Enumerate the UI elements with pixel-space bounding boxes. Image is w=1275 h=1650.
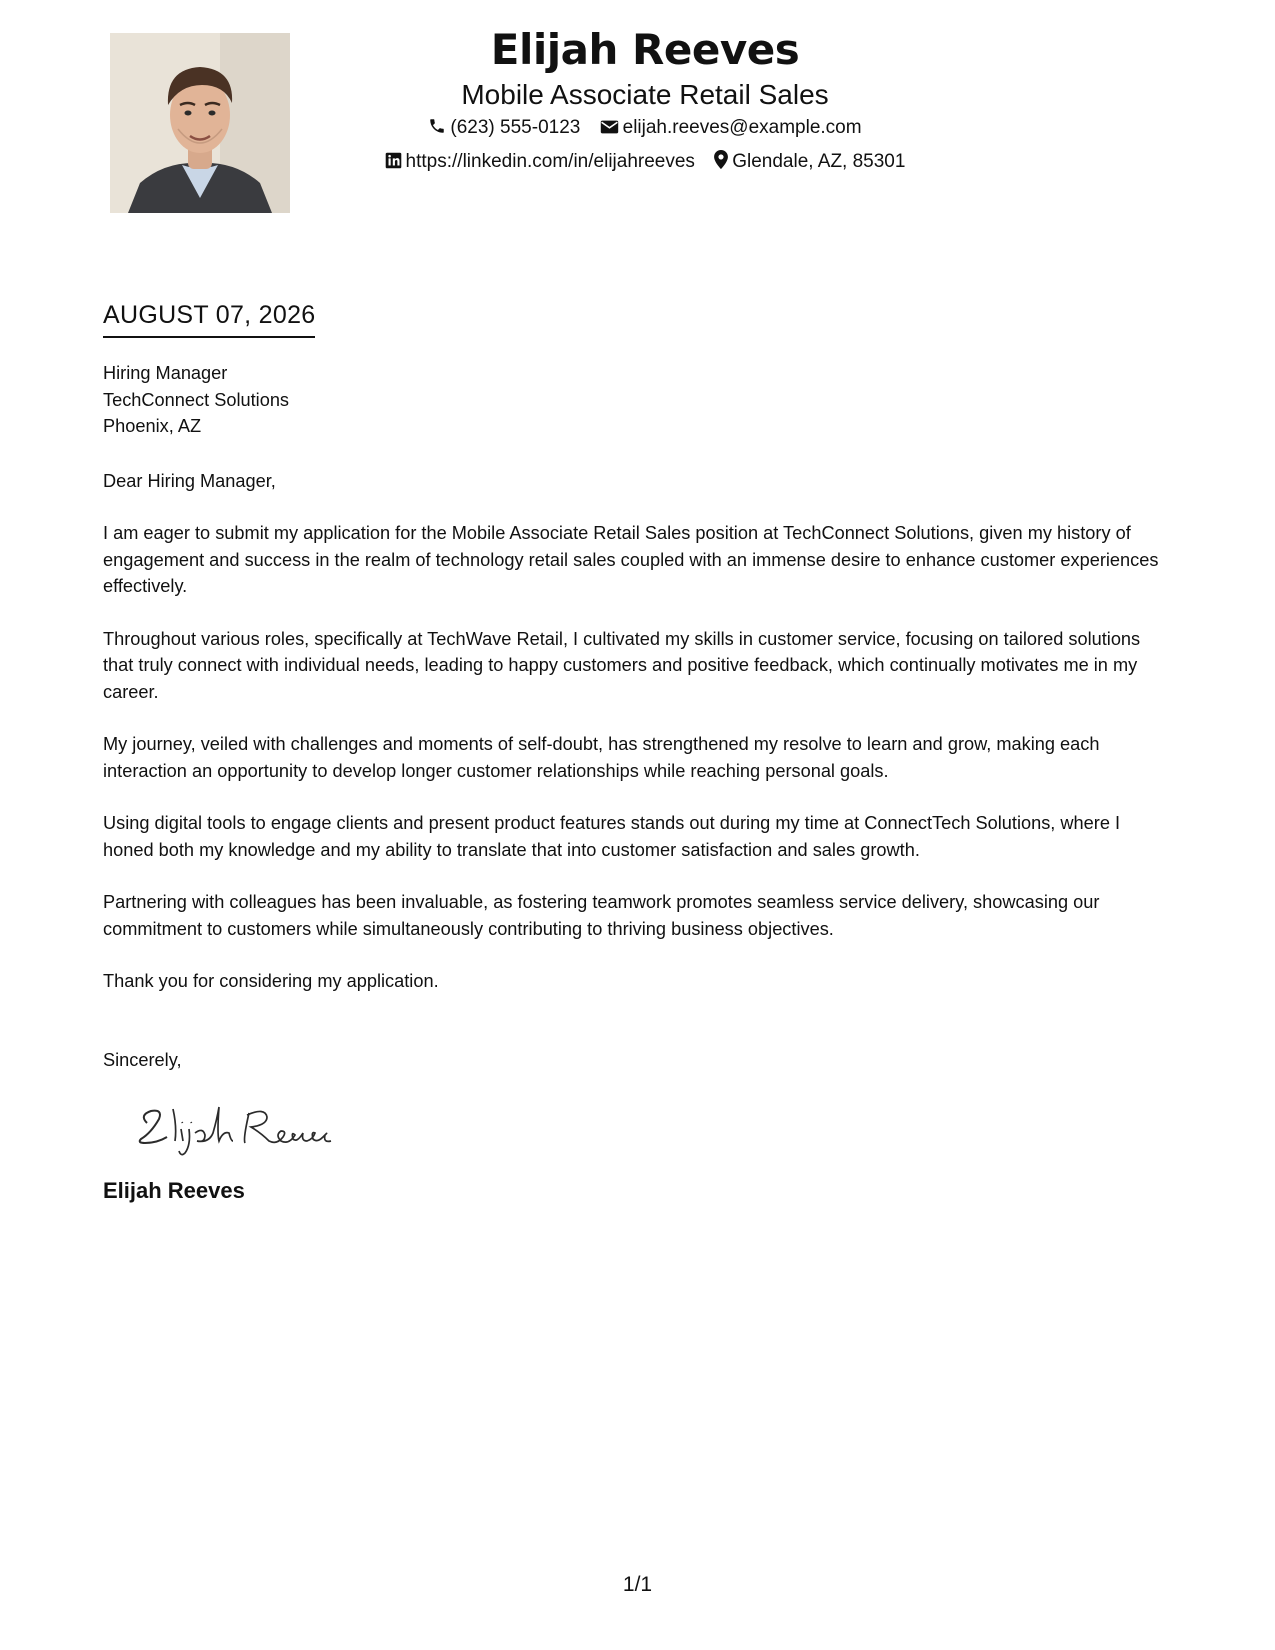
contact-location [714, 146, 905, 180]
contact-phone [428, 112, 580, 146]
phone-icon [428, 114, 446, 146]
cover-letter-body [103, 360, 1175, 1205]
recipient-block [103, 360, 1175, 440]
recipient-title: Hiring Manager [103, 363, 228, 383]
closing: Sincerely, [103, 1049, 182, 1070]
applicant-name: Elijah Reeves [490, 25, 800, 74]
contact-line-1 [330, 112, 960, 146]
salutation: Dear Hiring Manager, [103, 470, 276, 491]
applicant-role: Mobile Associate Retail Sales [461, 79, 829, 110]
body-paragraph: Throughout various roles, specifically at TechWave Retail, I cultivated my skills in customer service, focusing on tailored solutions that truly connect with individual needs, leading to happy customers and positive feedback, which continually motivates me in my career. [103, 628, 1141, 702]
phone-text: (623) 555-0123 [450, 117, 581, 138]
location-text: Glendale, AZ, 85301 [732, 151, 906, 172]
map-pin-icon [714, 148, 728, 180]
body-paragraph: I am eager to submit my application for the Mobile Associate Retail Sales position at TechConnect Solutions, given my history of engagement and success in the realm of technology retail sales coupled with an immense desire to enhance customer experiences effectively. [103, 523, 1159, 596]
signer-name: Elijah Reeves [103, 1178, 245, 1203]
profile-photo [110, 33, 290, 213]
thank-you-line: Thank you for considering my application. [103, 971, 439, 991]
resume-header [330, 22, 960, 180]
contact-line-2 [330, 146, 960, 180]
envelope-icon [600, 114, 619, 146]
body-paragraph: Using digital tools to engage clients and present product features stands out during my time at ConnectTech Solutions, where I honed both my knowledge and my ability to translate that into customer satisfaction and sales growth. [103, 813, 1121, 860]
email-text: elijah.reeves@example.com [622, 117, 862, 138]
body-paragraph: My journey, veiled with challenges and moments of self-doubt, has strengthened my resolve to learn and grow, making each interaction an opportunity to develop longer customer relationships while reaching personal goals. [103, 734, 1100, 781]
recipient-company: TechConnect Solutions [103, 389, 290, 410]
linkedin-icon [385, 148, 402, 180]
linkedin-text: https://linkedin.com/in/elijahreeves [405, 151, 695, 172]
page-number: 1/1 [622, 1573, 653, 1596]
handwritten-signature [133, 1093, 1175, 1163]
body-paragraph: Partnering with colleagues has been invaluable, as fostering teamwork promotes seamless service delivery, showcasing our commitment to customers while simultaneously contributing to thriving business objectives. [103, 892, 1100, 939]
recipient-location: Phoenix, AZ [103, 416, 202, 436]
contact-linkedin[interactable] [385, 146, 695, 180]
letter-date: AUGUST 07, 2026 [103, 300, 315, 338]
contact-email[interactable] [600, 112, 862, 146]
